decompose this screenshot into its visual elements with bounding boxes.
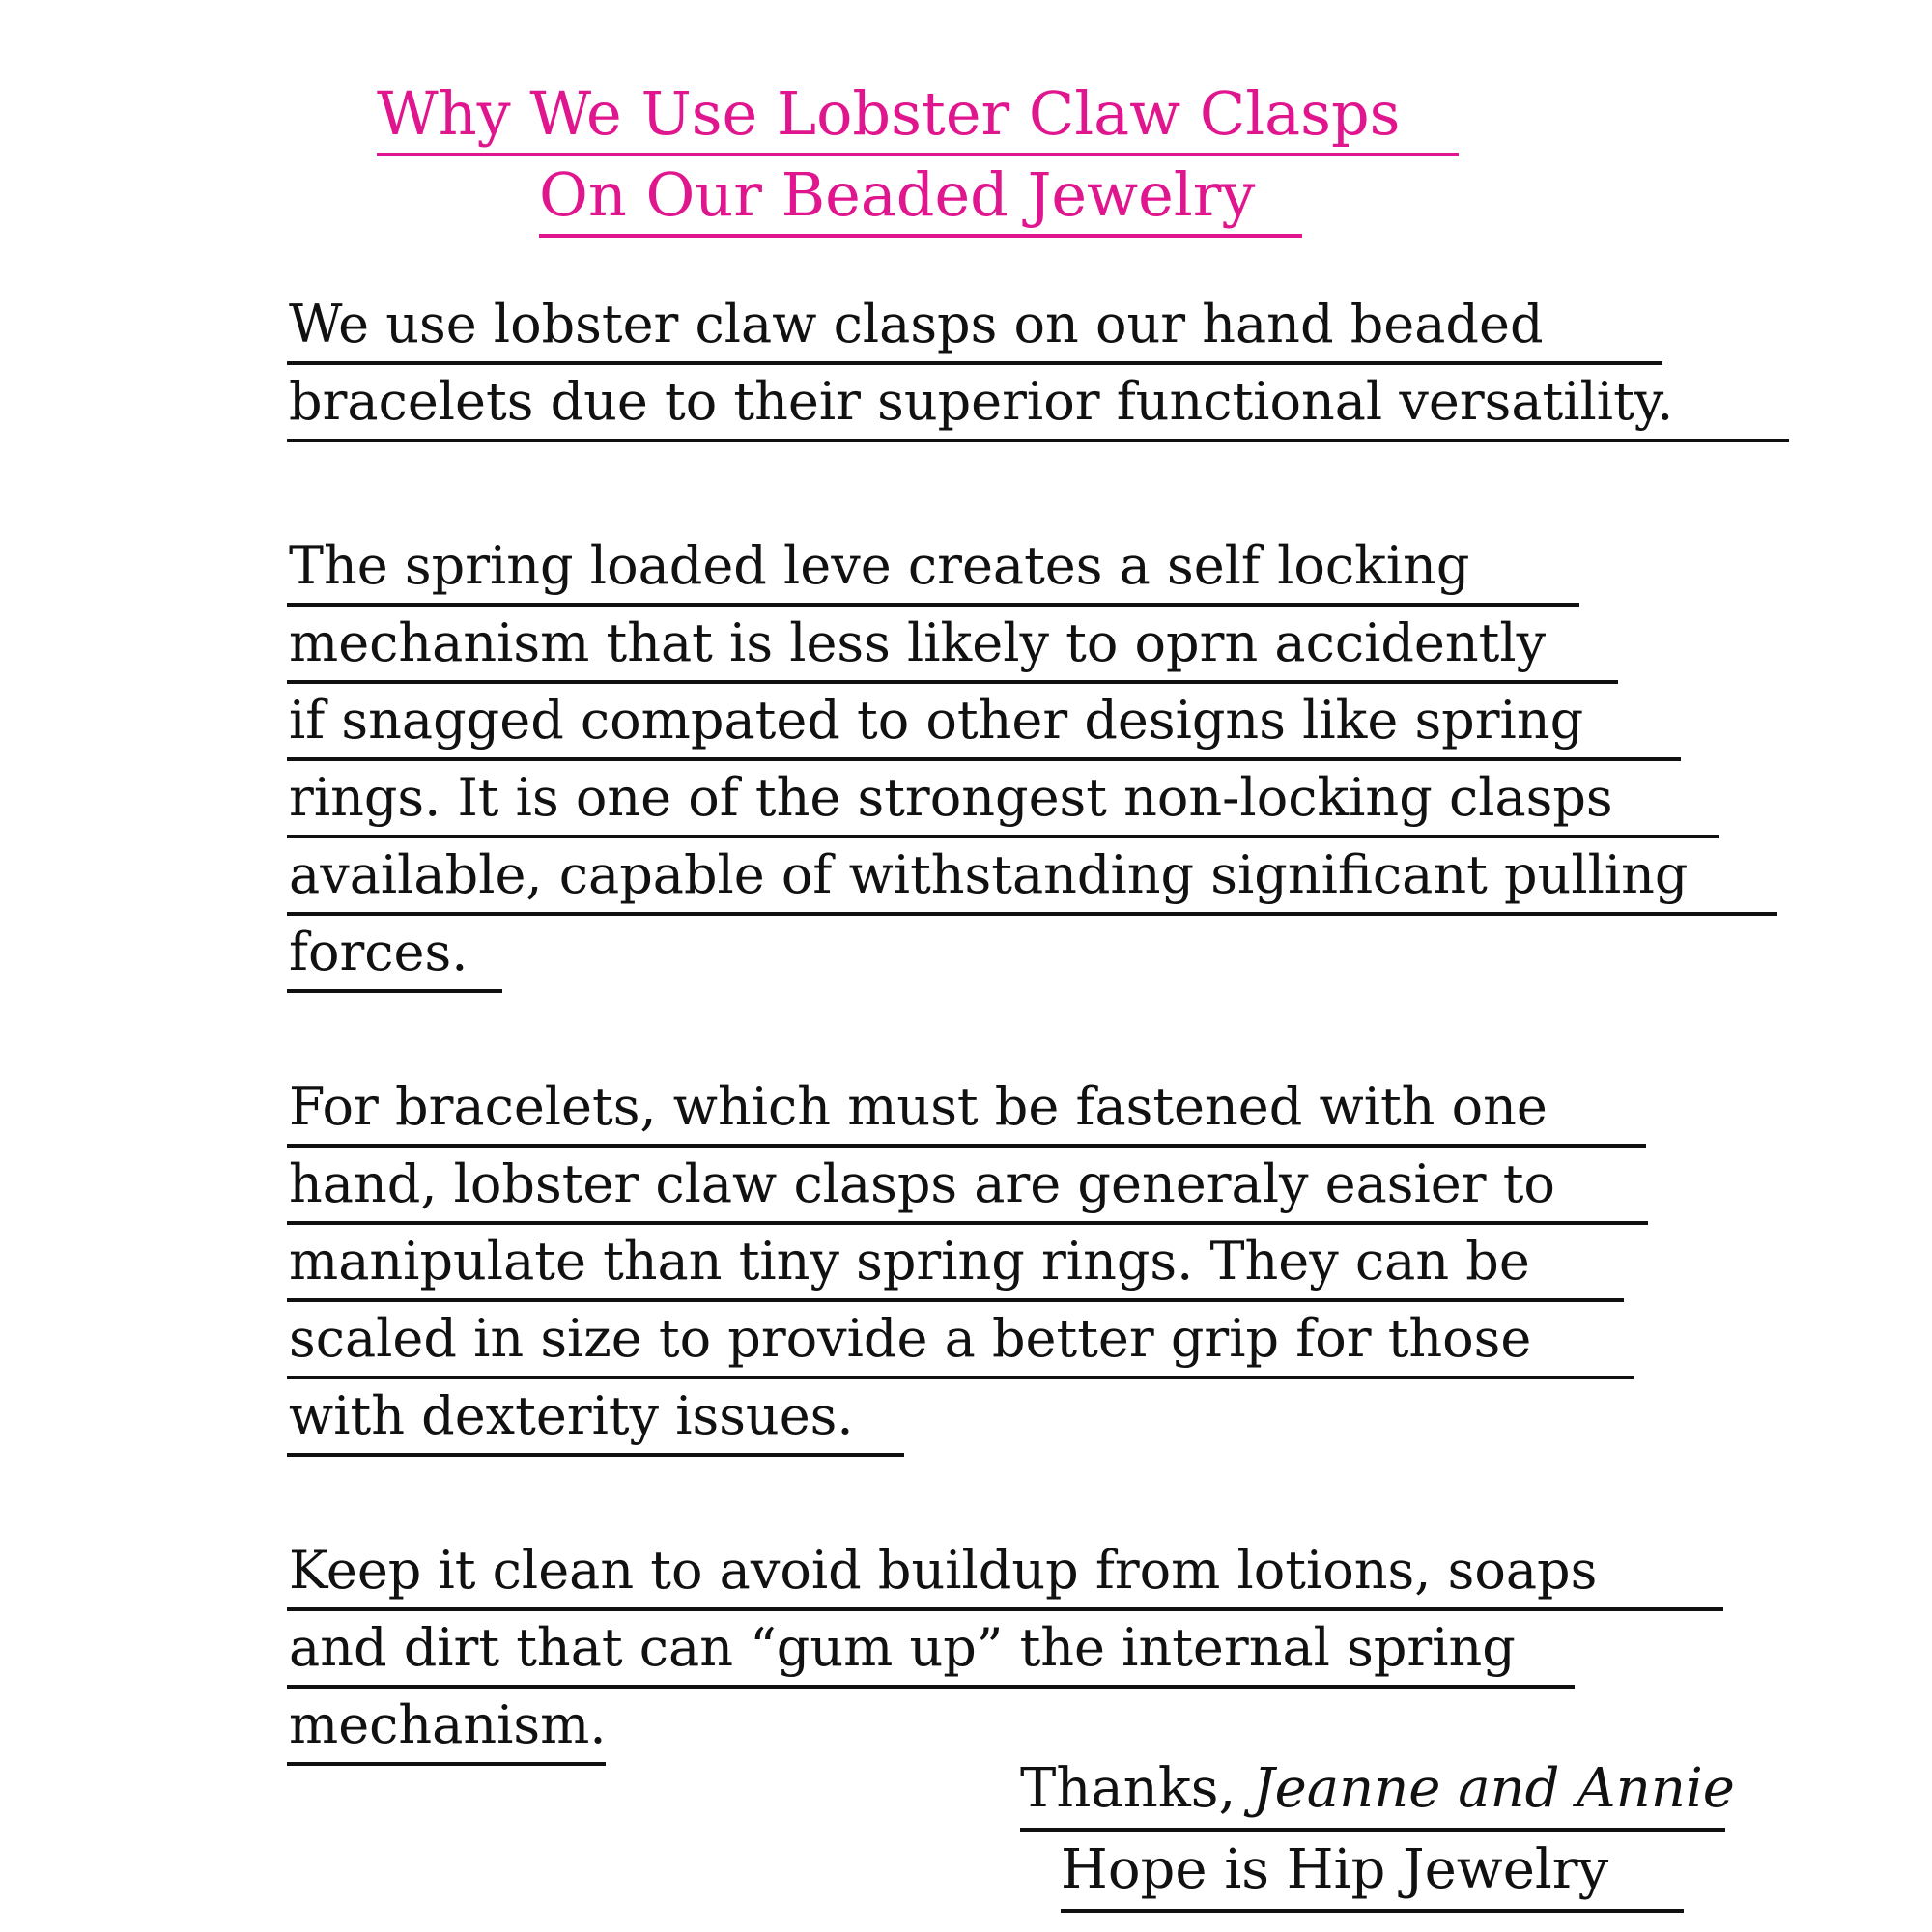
brand-name: Hope is Hip Jewelry [1061,1832,1684,1913]
text-line: Keep it clean to avoid buildup from lotions, soaps [287,1534,1723,1611]
text-line: hand, lobster claw clasps are generaly easier to [287,1148,1648,1225]
text-line: rings. It is one of the strongest non-locking clasps [287,761,1719,838]
text-line: if snagged compated to other designs like spring [287,684,1681,761]
text-line: scaled in size to provide a better grip for those [287,1302,1634,1379]
thanks-text: Thanks, [1020,1757,1236,1820]
paragraph-intro [287,288,1789,442]
signoff-thanks-line [1020,1750,1735,1832]
text-line: manipulate than tiny spring rings. They can be [287,1225,1624,1302]
paragraph-care [287,1534,1723,1766]
text-line: forces. [287,916,502,993]
text-line: with dexterity issues. [287,1379,904,1457]
title-line-2: On Our Beaded Jewelry [539,156,1302,238]
text-line: mechanism. [287,1689,606,1766]
paragraph-mechanism [287,529,1777,993]
text-line: For bracelets, which must be fastened with one [287,1070,1646,1148]
text-line: available, capable of withstanding significant pulling [287,838,1777,916]
signature-names: Jeanne and Annie [1253,1757,1735,1820]
text-line: mechanism that is less likely to oprn accidently [287,607,1618,684]
text-line: The spring loaded leve creates a self locking [287,529,1579,607]
signoff [1020,1750,1735,1913]
paragraph-bracelets [287,1070,1648,1457]
text-line: and dirt that can “gum up” the internal spring [287,1611,1575,1689]
text-line: We use lobster claw clasps on our hand beaded [287,288,1662,365]
text-line: bracelets due to their superior functional versatility. [287,365,1789,442]
title-line-1: Why We Use Lobster Claw Clasps [377,75,1459,156]
